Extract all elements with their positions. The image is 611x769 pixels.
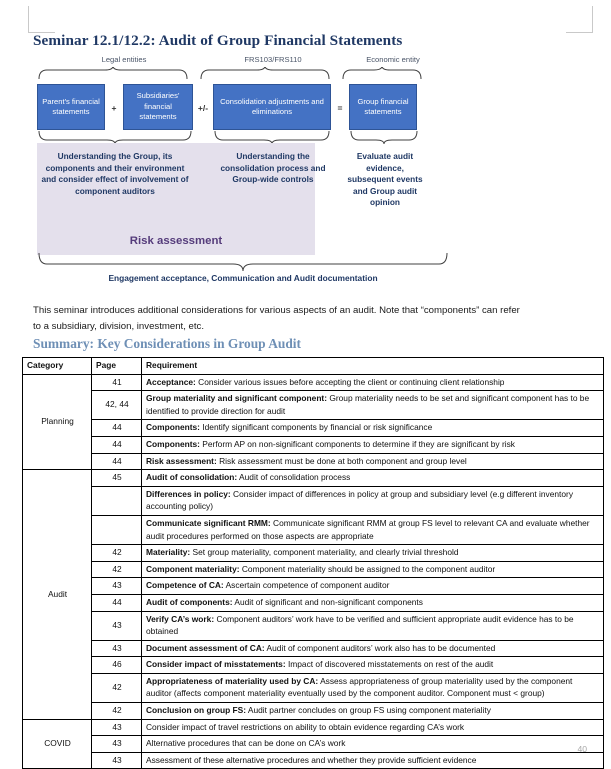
table-cell-page [92,515,142,544]
summary-heading: Summary: Key Considerations in Group Audit [33,336,301,351]
table-row [23,470,604,487]
table-row [23,374,604,391]
requirement-term: Component materiality: [146,563,240,574]
table-cell-category: COVID [23,719,92,769]
table-body [23,374,604,769]
table-cell-requirement: Components: Identify significant components by financial or risk significance [142,420,604,437]
table-row [23,515,604,544]
table-row [23,752,604,769]
table-cell-page: 43 [92,640,142,657]
requirement-term: Consider impact of misstatements: [146,659,286,670]
table-cell-requirement: Component materiality: Component materiality should be assigned to the component auditor [142,561,604,578]
table-cell-page: 44 [92,453,142,470]
requirement-term: Audit of components: [146,596,233,607]
diagram-description-understanding-group: Understanding the Group, its components and their environment and consider effect of involvement of component auditors [41,151,189,196]
requirement-term: Components: [146,422,200,433]
brace-top-frs [199,67,331,80]
intro-paragraph: This seminar introduces additional considerations for various aspects of an audit. Note that “components” can refer to a subsidiary, division, investment, etc. [33,305,520,332]
table-row [23,391,604,420]
table-cell-page: 45 [92,470,142,487]
brace-top-legal-entities [37,67,189,80]
table-cell-requirement: Alternative procedures that can be done on CA’s work [142,736,604,753]
table-cell-page: 44 [92,594,142,611]
table-row [23,640,604,657]
brace-top-economic-entity [341,67,423,80]
table-cell-page: 43 [92,719,142,736]
diagram-label-economic-entity: Economic entity [366,55,420,64]
table-cell-requirement: Acceptance: Consider various issues before accepting the client or continuing client relationship [142,374,604,391]
requirement-term: Differences in policy: [146,488,231,499]
table-row [23,436,604,453]
table-row [23,736,604,753]
table-cell-requirement: Differences in policy: Consider impact of differences in policy at group and subsidiary level (e.g different inventory accounting policy) [142,486,604,515]
requirement-term: Communicate significant RMM: [146,517,271,528]
requirement-term: Audit of consolidation: [146,472,238,483]
table-header-requirement: Requirement [142,358,604,375]
diagram-operator-equals: = [337,103,343,113]
crop-mark-top-right [566,6,593,33]
requirement-term: Group materiality and significant component: [146,393,328,404]
table-cell-page: 44 [92,436,142,453]
table-cell-page: 42 [92,545,142,562]
table-cell-requirement: Communicate significant RMM: Communicate significant RMM at group FS level to relevant CA and evaluate whether audit procedures performed on those aspects are appropriate [142,515,604,544]
table-cell-requirement: Consider impact of travel restrictions on ability to obtain evidence regarding CA’s work [142,719,604,736]
table-cell-requirement: Materiality: Set group materiality, component materiality, and clearly trivial threshold [142,545,604,562]
table-cell-requirement: Components: Perform AP on non-significant components to determine if they are significant by risk [142,436,604,453]
requirement-term: Risk assessment: [146,455,217,466]
table-row [23,611,604,640]
table-cell-page [92,486,142,515]
diagram-description-understanding-consolidation: Understanding the consolidation process and Group-wide controls [220,151,326,185]
diagram-operator-plusminus: +/- [197,103,209,113]
table-row [23,453,604,470]
table-row [23,703,604,720]
table-cell-requirement: Group materiality and significant component: Group materiality needs to be set and significant component has to be identified to provide direction for audit [142,391,604,420]
table-cell-page: 43 [92,736,142,753]
diagram-box-group-fs: Group financial statements [349,84,417,130]
diagram-description-evaluate-evidence: Evaluate audit evidence, subsequent events and Group audit opinion [347,151,423,208]
risk-assessment-label: Risk assessment [129,235,223,247]
crop-mark-top-left [28,6,55,33]
diagram-label-engagement-acceptance: Engagement acceptance, Communication and Audit documentation [108,273,378,283]
table-cell-page: 42 [92,561,142,578]
table-cell-category: Planning [23,374,92,470]
table-cell-requirement: Appropriateness of materiality used by CA: Assess appropriateness of group materiality used by the component auditor (affects component materiality eventually used by the component auditor. Component must < group) [142,673,604,702]
table-cell-page: 42 [92,673,142,702]
table-cell-requirement: Document assessment of CA: Audit of component auditors’ work also has to be documented [142,640,604,657]
diagram-operator-plus: + [111,103,117,113]
requirement-term: Document assessment of CA: [146,642,265,653]
slide-page-number: 40 [577,744,587,754]
requirement-term: Conclusion on group FS: [146,705,247,716]
table-row [23,578,604,595]
diagram-box-consolidation-adjustments: Consolidation adjustments and eliminations [213,84,331,130]
table-cell-requirement: Audit of components: Audit of significant and non-significant components [142,594,604,611]
requirement-term: Competence of CA: [146,580,224,591]
table-cell-page: 42 [92,703,142,720]
key-considerations-table [22,357,604,769]
table-header-row [23,358,604,375]
table-row [23,486,604,515]
table-cell-requirement: Conclusion on group FS: Audit partner concludes on group FS using component materiality [142,703,604,720]
table-cell-page: 43 [92,752,142,769]
table-cell-page: 43 [92,578,142,595]
table-row [23,420,604,437]
requirement-term: Appropriateness of materiality used by CA: [146,675,319,686]
table-row [23,719,604,736]
requirement-term: Materiality: [146,547,191,558]
table-cell-page: 46 [92,657,142,674]
table-cell-page: 42, 44 [92,391,142,420]
table-cell-requirement: Assessment of these alternative procedures and whether they provide sufficient evidence [142,752,604,769]
table-cell-page: 41 [92,374,142,391]
brace-bottom-engagement [37,253,449,271]
requirement-term: Verify CA’s work: [146,613,215,624]
table-cell-category: Audit [23,470,92,720]
table-row [23,673,604,702]
group-audit-diagram [33,55,453,295]
page-title: Seminar 12.1/12.2: Audit of Group Financial Statements [33,32,403,49]
table-row [23,561,604,578]
table-row [23,545,604,562]
diagram-label-legal-entities: Legal entities [101,55,147,64]
brace-bottom-evaluate-evidence [349,131,419,144]
table-row [23,657,604,674]
table-cell-page: 43 [92,611,142,640]
table-cell-page: 44 [92,420,142,437]
table-cell-requirement: Audit of consolidation: Audit of consolidation process [142,470,604,487]
table-cell-requirement: Verify CA’s work: Component auditors’ work have to be verified and sufficient appropriate audit evidence has to be obtained [142,611,604,640]
diagram-label-frs: FRS103/FRS110 [244,55,302,64]
table-row [23,594,604,611]
table-cell-requirement: Consider impact of misstatements: Impact of discovered misstatements on rest of the audit [142,657,604,674]
diagram-box-row [33,84,453,130]
table-cell-requirement: Competence of CA: Ascertain competence of component auditor [142,578,604,595]
table-cell-requirement: Risk assessment: Risk assessment must be done at both component and group level [142,453,604,470]
diagram-box-subsidiaries-fs: Subsidiaries' financial statements [123,84,193,130]
diagram-box-parent-fs: Parent's financial statements [37,84,105,130]
table-header-category: Category [23,358,92,375]
requirement-term: Acceptance: [146,376,196,387]
table-header-page: Page [92,358,142,375]
requirement-term: Components: [146,438,200,449]
